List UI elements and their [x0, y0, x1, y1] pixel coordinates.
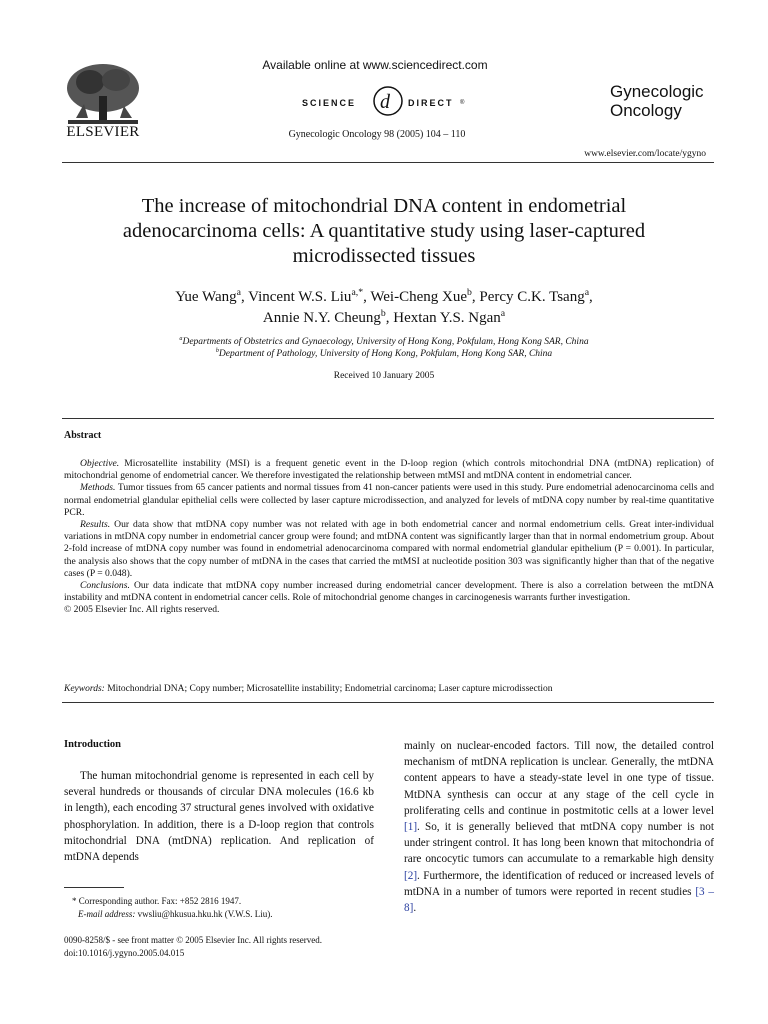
author-affil-sup: a	[584, 287, 590, 298]
abstract-conclusions	[64, 580, 714, 604]
keywords-text: Mitochondrial DNA; Copy number; Microsatellite instability; Endometrial carcinoma; Laser capture microdissection	[107, 684, 553, 694]
issn-line: 0090-8258/$ - see front matter © 2005 Elsevier Inc. All rights reserved.	[64, 935, 323, 945]
svg-text:®: ®	[460, 100, 465, 106]
section-text: Tumor tissues from 65 cancer patients and normal tissues from 41 non-cancer patients were used in this study. Pure endometrial adenocarcinoma cells and normal endometrial glandular epithelial cells were collected by laser capture microdissection, and analyzed for levels of mtDNA copy number by real-time quantitative PCR.	[64, 482, 714, 518]
email-label: E-mail address:	[78, 908, 136, 919]
affiliations	[84, 336, 684, 360]
journal-title-line2: Oncology	[610, 101, 682, 120]
author-name: Vincent W.S. Liu	[248, 289, 352, 305]
author-name: Percy C.K. Tsang	[479, 289, 585, 305]
author-affil-sup: a	[236, 287, 241, 298]
section-text: Our data indicate that mtDNA copy number increased during endometrial cancer development. There is also a correlation between the mtDNA instability and mtDNA content in endometrial cancer cells. Role of mitochondrial genome changes in carcinogenesis warrants further investigation.	[64, 580, 714, 604]
doi-line[interactable]: doi:10.1016/j.ygyno.2005.04.015	[64, 948, 185, 958]
section-label: Objective.	[80, 458, 120, 469]
section-label: Conclusions.	[80, 580, 130, 592]
abstract-top-divider	[62, 418, 714, 419]
section-text: Microsatellite instability (MSI) is a frequent genetic event in the D-loop region (which controls mitochondrial DNA (mtDNA) replication) of mitochondrial genome of endometrial cancer. We therefore investigated the relationship between mtMSI and mtDNA content in endometrial cancer.	[64, 458, 714, 482]
author-affil-sup: a,*	[351, 287, 364, 298]
journal-citation: Gynecologic Oncology 98 (2005) 104 – 110	[288, 129, 466, 140]
section-label: Results.	[80, 519, 111, 531]
author-name: Yue Wang	[175, 289, 237, 305]
author-name: Wei-Cheng Xue	[370, 289, 467, 305]
footnote	[64, 895, 374, 920]
author-list: Yue Wang$^a$, Vincent W.S. Liu$^{a,*}$, Wei-Cheng Xue$^b$, Percy C.K. Tsang$^a$, Annie N.Y. Cheung$^b$, Hextan Y.S. Ngan$^a$	[175, 287, 593, 326]
abstract-copyright: © 2005 Elsevier Inc. All rights reserved.	[64, 604, 220, 616]
email-line	[64, 908, 374, 921]
affil-sup: b	[215, 347, 219, 354]
intro-left-column: The human mitochondrial genome is represented in each cell by several hundreds or thousands of circular DNA molecules (16.6 kb in length), each encoding 37 structural genes involved with oxidative phosphorylation. In addition, there is a D-loop region that controls mitochondrial DNA (mtDNA) replication. And replication of mtDNA depends	[64, 770, 374, 864]
reference-link[interactable]: [1]	[404, 821, 418, 834]
corresponding-author: * Corresponding author. Fax: +852 2816 1947.	[72, 896, 242, 906]
header-divider	[62, 162, 714, 163]
intro-text: .	[413, 902, 417, 915]
introduction-heading: Introduction	[64, 739, 121, 750]
intro-text: . Furthermore, the identification of reduced or increased levels of mtDNA in a number of tumors were reported in recent studies	[404, 869, 714, 898]
author-name: Annie N.Y. Cheung	[262, 310, 381, 326]
author-affil-sup: b	[467, 287, 472, 298]
affil-text: Departments of Obstetrics and Gynaecology, University of Hong Kong, Pokfulam, Hong Kong SAR, China	[182, 337, 589, 347]
svg-text:d: d	[380, 91, 390, 113]
author-name: Hextan Y.S. Ngan	[393, 310, 501, 326]
abstract-body	[64, 458, 714, 617]
reference-link[interactable]: [3 – 8]	[404, 885, 715, 915]
keywords-line	[64, 684, 714, 694]
available-online-text: Available online at www.sciencedirect.com	[262, 58, 488, 72]
journal-url[interactable]: www.elsevier.com/locate/ygyno	[584, 149, 706, 159]
abstract-objective	[64, 458, 714, 482]
abstract-bottom-divider	[62, 702, 714, 703]
intro-text: mainly on nuclear-encoded factors. Till now, the detailed control mechanism of mtDNA replication is unclear. Generally, the mtDNA content appears to have a steady-state level in one type of tissue. MtDNA synthesis can occur at any stage of the cell cycle in proliferating cells and continue in postmitotic cells at a lower level	[404, 740, 714, 817]
received-date: Received 10 January 2005	[333, 371, 435, 381]
author-affil-sup: a	[500, 308, 506, 319]
journal-title	[610, 82, 704, 120]
intro-text: . So, it is generally believed that mtDNA copy number is not under stringent control. It has long been known that mitochondria of rare oncocytic tumors can accumulate to a remarkable high density	[404, 821, 714, 866]
reference-link[interactable]: [2]	[404, 869, 418, 882]
front-matter	[64, 934, 384, 960]
elsevier-tree-logo	[62, 60, 144, 130]
affiliation-line	[84, 336, 684, 348]
journal-title-line1: Gynecologic	[610, 82, 704, 101]
abstract-heading: Abstract	[64, 430, 102, 441]
intro-right-column	[404, 738, 714, 916]
article-title: The increase of mitochondrial DNA content in endometrial adenocarcinoma cells: A quantitative study using laser-captured microdissected tissues	[122, 195, 646, 267]
publisher-name: ELSEVIER	[66, 124, 140, 140]
abstract-results	[64, 519, 714, 580]
abstract-methods	[64, 482, 714, 519]
affil-text: Department of Pathology, University of Hong Kong, Pokfulam, Hong Kong SAR, China	[218, 349, 553, 359]
affil-sup: a	[179, 335, 183, 342]
affiliation-line	[84, 348, 684, 360]
footnote-divider	[64, 887, 124, 888]
author-affil-sup: b	[380, 308, 386, 319]
svg-text:SCIENCE: SCIENCE	[302, 98, 357, 108]
email-address[interactable]: vwsliu@hkusua.hku.hk (V.W.S. Liu).	[137, 908, 273, 919]
sciencedirect-logo	[298, 84, 478, 118]
keywords-label: Keywords:	[64, 684, 105, 694]
section-label: Methods.	[80, 482, 116, 494]
svg-text:DIRECT: DIRECT	[408, 98, 454, 108]
section-text: Our data show that mtDNA copy number was not related with age in both endometrial cancer and normal endometrium cells. Great inter-individual variations in mtDNA copy number in endometrial cancer group were found; and mtDNA content was significantly larger than that in normal endometrium group. About 2-fold increase of mtDNA copy number was found in endometrial adenocarcinoma compared with normal endometrial glandular epithelium (P = 0.001). In particular, the analysis also shows that the copy number of mtDNA in the cases that carried the mtMSI at nucleotide position 303 was significantly higher than that of the negative cases (P = 0.048).	[64, 519, 714, 579]
